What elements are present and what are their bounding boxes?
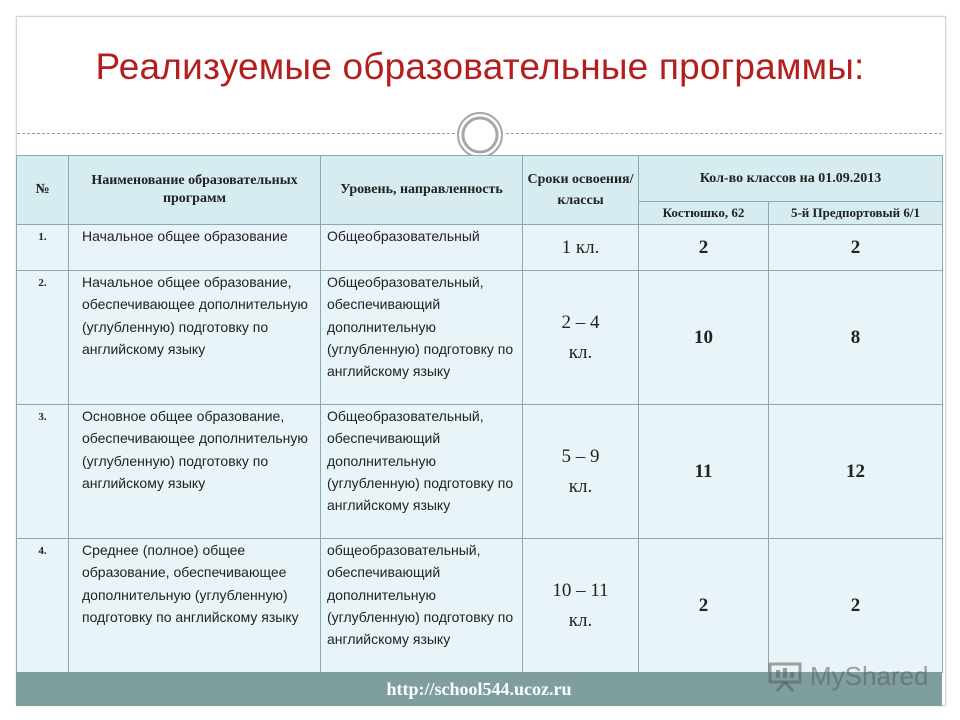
row-count-predportovy: 2 xyxy=(769,539,943,673)
row-level: Общеобразовательный xyxy=(321,225,523,271)
row-count-kostyushko: 2 xyxy=(639,539,769,673)
footer-url: http://school544.ucoz.ru xyxy=(386,679,572,699)
header-sub-kostyushko: Костюшко, 62 xyxy=(639,202,769,225)
table-row xyxy=(17,539,943,673)
row-term: 2 – 4 кл. xyxy=(523,271,639,405)
page-title: Реализуемые образовательные программы: xyxy=(95,46,865,87)
row-num: 4. xyxy=(17,539,69,673)
row-count-predportovy: 2 xyxy=(769,225,943,271)
row-count-predportovy: 8 xyxy=(769,271,943,405)
table-row xyxy=(17,271,943,405)
row-num: 2. xyxy=(17,271,69,405)
presentation-icon xyxy=(768,660,802,692)
row-count-kostyushko: 2 xyxy=(639,225,769,271)
table-header-row xyxy=(17,156,943,202)
title-divider-right xyxy=(506,133,942,134)
row-level: общеобразовательный, обеспечивающий дополнительную (углубленную) подготовку по английскому языку xyxy=(321,539,523,673)
row-program-name: Начальное общее образование xyxy=(69,225,321,271)
row-level: Общеобразовательный, обеспечивающий дополнительную (углубленную) подготовку по английскому языку xyxy=(321,405,523,539)
header-sub-predportovy: 5-й Предпортовый 6/1 xyxy=(769,202,943,225)
row-program-name: Основное общее образование, обеспечивающее дополнительную (углубленную) подготовку по английскому языку xyxy=(69,405,321,539)
header-num: № xyxy=(17,156,69,225)
row-count-kostyushko: 11 xyxy=(639,405,769,539)
row-count-kostyushko: 10 xyxy=(639,271,769,405)
row-term: 1 кл. xyxy=(523,225,639,271)
circle-ornament-icon xyxy=(455,110,505,160)
row-count-predportovy: 12 xyxy=(769,405,943,539)
header-term: Сроки освоения/ классы xyxy=(523,156,639,225)
title-divider-left xyxy=(17,133,455,134)
row-program-name: Среднее (полное) общее образование, обеспечивающее дополнительную (углубленную) подготовку по английскому языку xyxy=(69,539,321,673)
header-count: Кол-во классов на 01.09.2013 xyxy=(639,156,943,202)
row-num: 1. xyxy=(17,225,69,271)
row-level: Общеобразовательный, обеспечивающий дополнительную (углубленную) подготовку по английскому языку xyxy=(321,271,523,405)
watermark xyxy=(768,656,928,696)
row-program-name: Начальное общее образование, обеспечивающее дополнительную (углубленную) подготовку по английскому языку xyxy=(69,271,321,405)
table-row xyxy=(17,405,943,539)
row-term: 10 – 11 кл. xyxy=(523,539,639,673)
watermark-text: MyShared xyxy=(810,661,929,691)
header-level: Уровень, направленность xyxy=(321,156,523,225)
programs-table xyxy=(16,155,943,673)
table-row xyxy=(17,225,943,271)
header-name: Наименование образовательных программ xyxy=(69,156,321,225)
row-num: 3. xyxy=(17,405,69,539)
row-term: 5 – 9 кл. xyxy=(523,405,639,539)
